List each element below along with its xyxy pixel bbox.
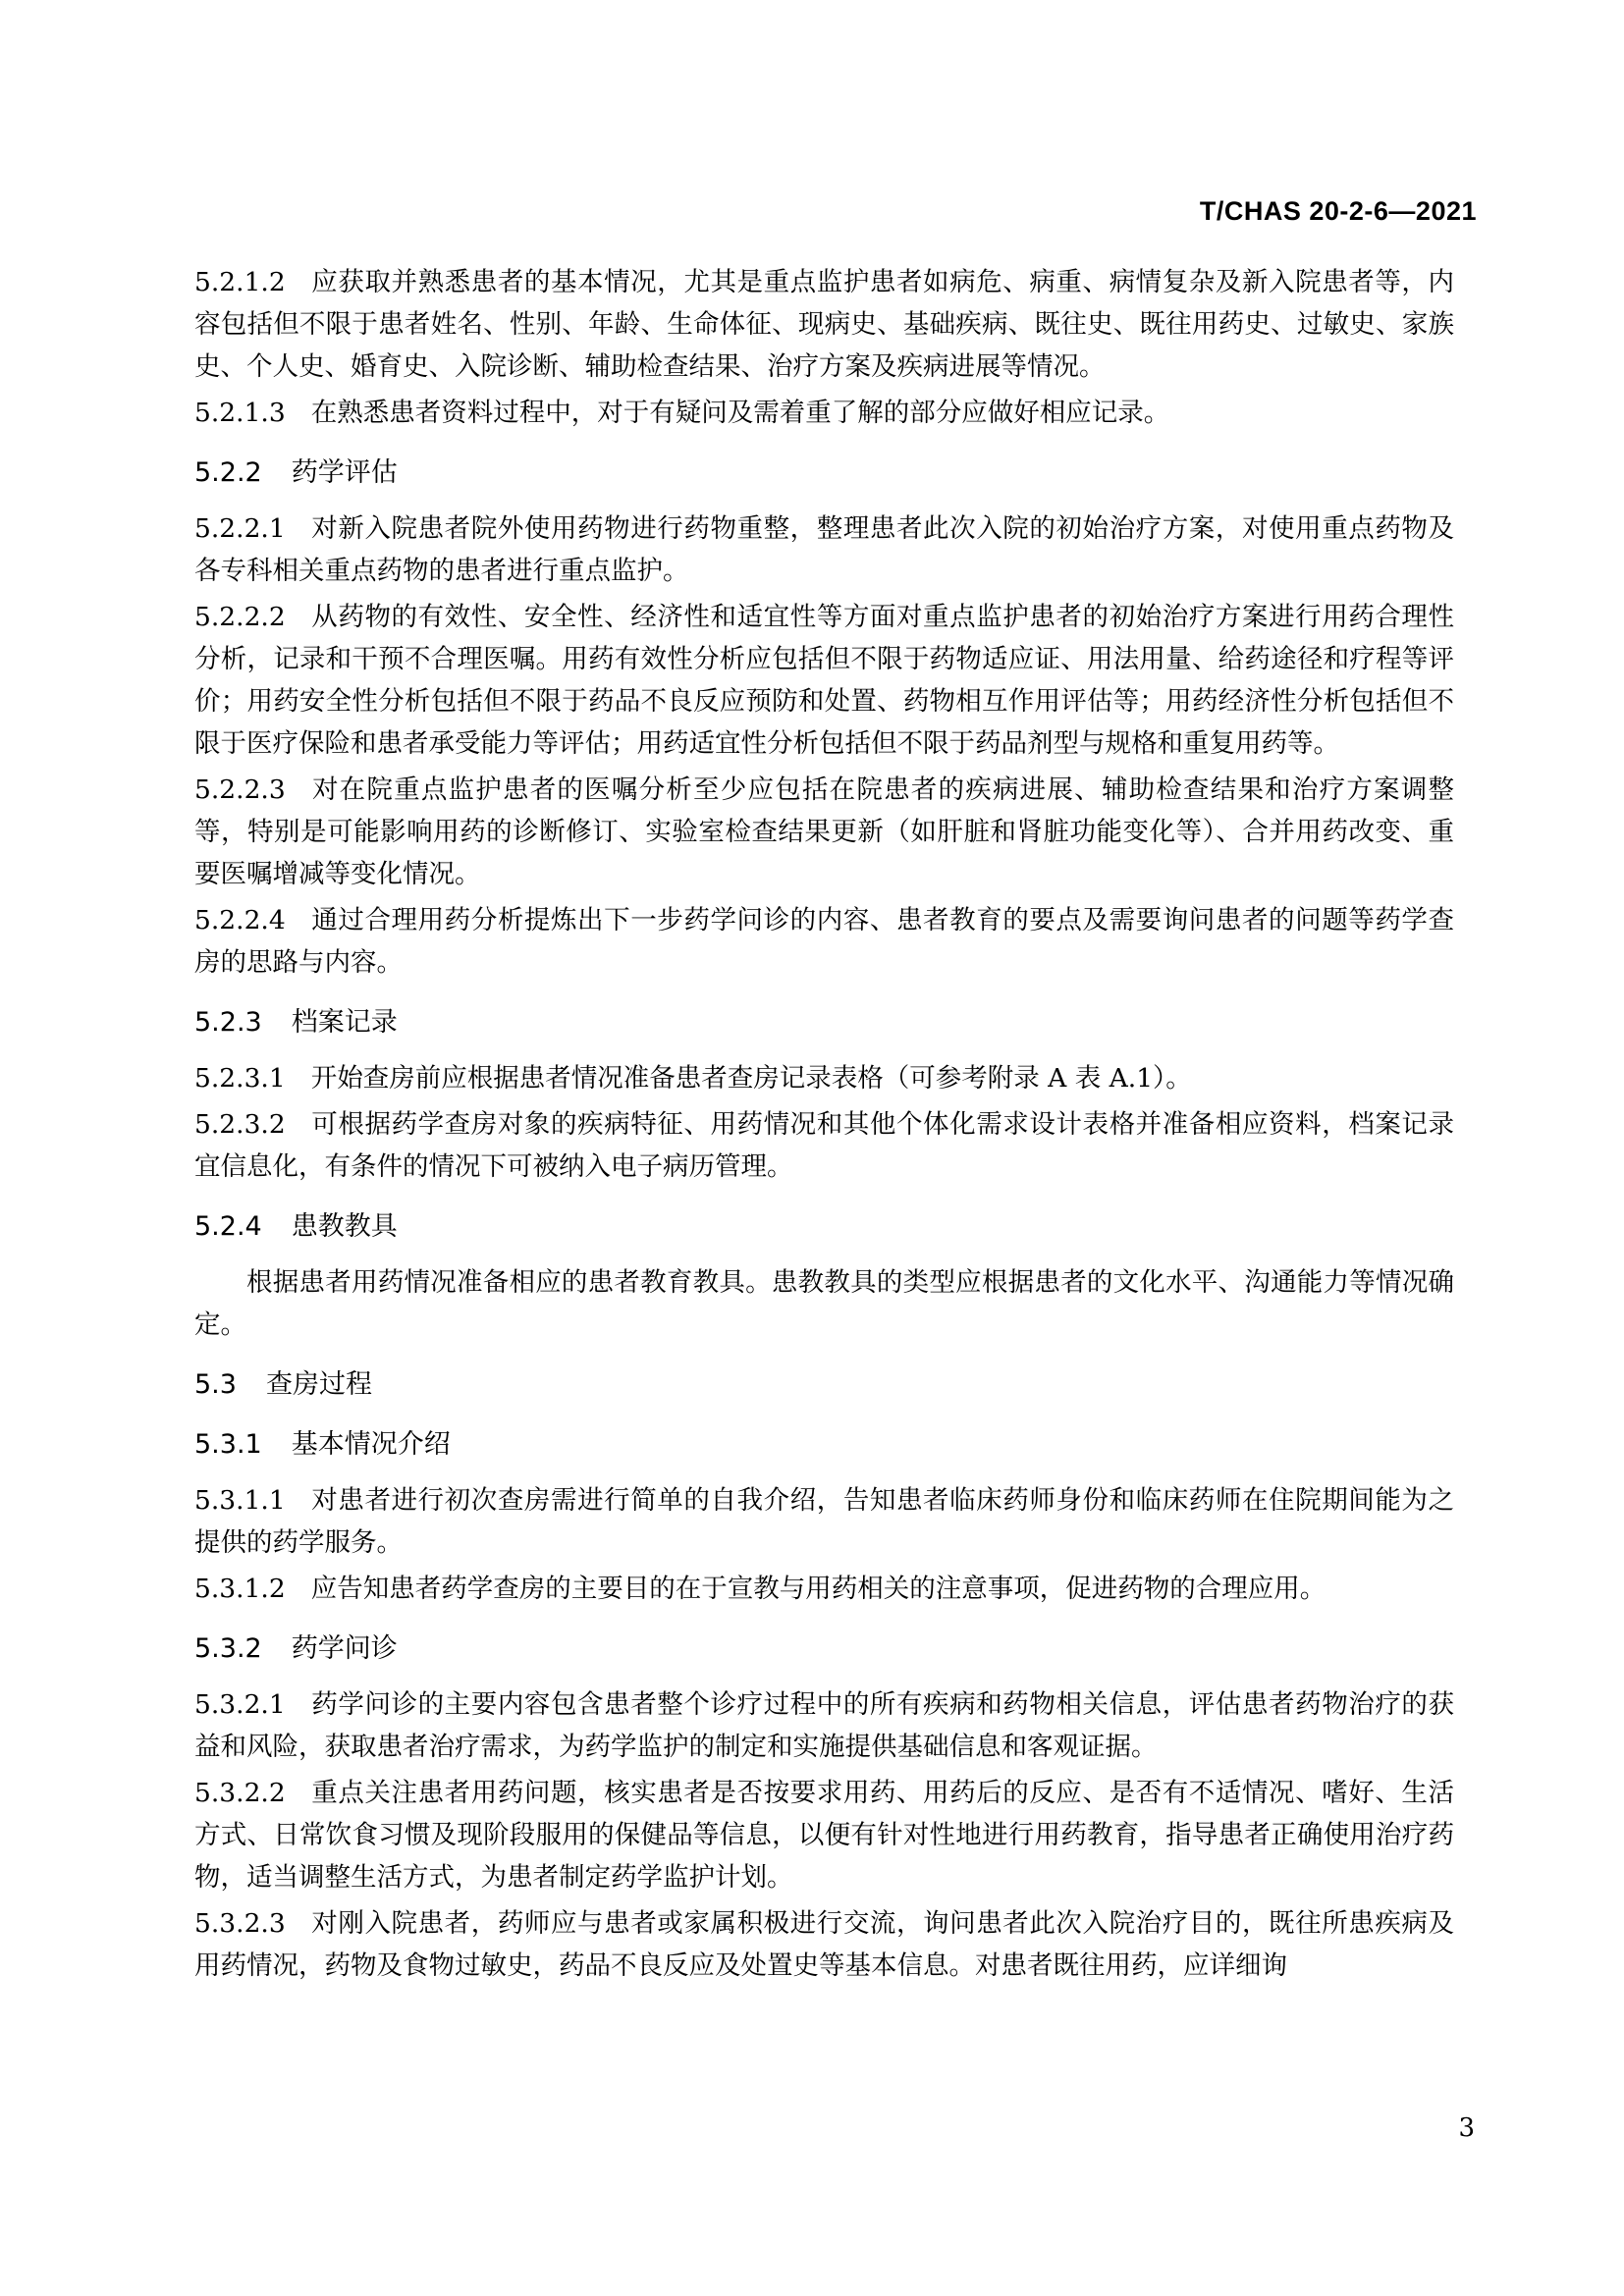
clause-number: 5.2.2.4 [194,905,286,935]
clause-number: 5.3.2.2 [194,1778,286,1808]
clause-number: 5.2.2.1 [194,513,286,544]
clause-number: 5.2.4 [194,1211,262,1242]
clause-text: 对刚入院患者，药师应与患者或家属积极进行交流，询问患者此次入院治疗目的，既往所患疾病及用药情况，药物及食物过敏史，药品不良反应及处置史等基本信息。对患者既往用药，应详细询 [194,1908,1454,1981]
clause-paragraph [194,1772,1454,1898]
clause-number: 5.2.1.3 [194,398,286,428]
clause-number: 5.3.1 [194,1429,262,1460]
clause-text: 对新入院患者院外使用药物进行药物重整，整理患者此次入院的初始治疗方案，对使用重点药物及各专科相关重点药物的患者进行重点监护。 [194,513,1454,586]
clause-text: 药学问诊的主要内容包含患者整个诊疗过程中的所有疾病和药物相关信息，评估患者药物治疗的获益和风险，获取患者治疗需求，为药学监护的制定和实施提供基础信息和客观证据。 [194,1689,1454,1762]
clause-text: 从药物的有效性、安全性、经济性和适宜性等方面对重点监护患者的初始治疗方案进行用药合理性分析，记录和干预不合理医嘱。用药有效性分析应包括但不限于药物适应证、用法用量、给药途径和疗程等评价；用药安全性分析包括但不限于药品不良反应预防和处置、药物相互作用评估等；用药经济性分析包括但不限于医疗保险和患者承受能力等评估；用药适宜性分析包括但不限于药品剂型与规格和重复用药等。 [194,602,1454,759]
clause-text: 应获取并熟悉患者的基本情况，尤其是重点监护患者如病危、病重、病情复杂及新入院患者等，内容包括但不限于患者姓名、性别、年龄、生命体征、现病史、基础疾病、既往史、既往用药史、过敏史、家族史、个人史、婚育史、入院诊断、辅助检查结果、治疗方案及疾病进展等情况。 [194,267,1454,382]
section-heading [194,1363,1454,1406]
clause-number: 5.3.1.2 [194,1574,286,1604]
clause-number: 5.3.2 [194,1633,262,1664]
clause-text: 基本情况介绍 [291,1429,451,1460]
clause-paragraph [194,1479,1454,1564]
clause-number: 5.2.2.3 [194,774,286,805]
clause-text: 对患者进行初次查房需进行简单的自我介绍，告知患者临床药师身份和临床药师在住院期间能为之提供的药学服务。 [194,1485,1454,1558]
section-heading [194,1001,1454,1043]
clause-paragraph [194,899,1454,984]
clause-text: 开始查房前应根据患者情况准备患者查房记录表格（可参考附录 A 表 A.1）。 [310,1063,1192,1094]
clause-number: 5.3.1.1 [194,1485,286,1516]
document-body [194,261,1454,1991]
section-heading [194,1423,1454,1466]
body-paragraph [194,1261,1454,1346]
clause-number: 5.2.2 [194,457,262,488]
page-number: 3 [1458,2113,1475,2143]
clause-text: 查房过程 [265,1369,372,1400]
clause-number: 5.3 [194,1369,237,1400]
section-heading [194,1205,1454,1248]
clause-text: 重点关注患者用药问题，核实患者是否按要求用药、用药后的反应、是否有不适情况、嗜好、生活方式、日常饮食习惯及现阶段服用的保健品等信息，以便有针对性地进行用药教育，指导患者正确使用治疗药物，适当调整生活方式，为患者制定药学监护计划。 [194,1778,1454,1893]
clause-text: 患教教具 [291,1211,398,1242]
clause-number: 5.3.2.1 [194,1689,286,1720]
clause-number: 5.2.1.2 [194,267,286,297]
clause-text: 根据患者用药情况准备相应的患者教育教具。患教教具的类型应根据患者的文化水平、沟通能力等情况确定。 [194,1267,1454,1340]
clause-paragraph [194,507,1454,592]
section-heading [194,452,1454,494]
clause-text: 可根据药学查房对象的疾病特征、用药情况和其他个体化需求设计表格并准备相应资料，档案记录宜信息化，有条件的情况下可被纳入电子病历管理。 [194,1109,1454,1182]
clause-paragraph [194,1568,1454,1610]
clause-text: 药学评估 [291,457,398,488]
clause-number: 5.2.3.1 [194,1063,286,1094]
clause-number: 5.2.3 [194,1007,262,1038]
clause-paragraph [194,769,1454,895]
clause-text: 对在院重点监护患者的医嘱分析至少应包括在院患者的疾病进展、辅助检查结果和治疗方案调整等，特别是可能影响用药的诊断修订、实验室检查结果更新（如肝脏和肾脏功能变化等）、合并用药改变、重要医嘱增减等变化情况。 [194,774,1454,889]
clause-paragraph [194,1902,1454,1987]
clause-text: 档案记录 [291,1007,398,1038]
clause-paragraph [194,596,1454,765]
section-heading [194,1628,1454,1670]
clause-text: 在熟悉患者资料过程中，对于有疑问及需着重了解的部分应做好相应记录。 [310,398,1170,428]
clause-number: 5.2.3.2 [194,1109,286,1140]
clause-text: 通过合理用药分析提炼出下一步药学问诊的内容、患者教育的要点及需要询问患者的问题等药学查房的思路与内容。 [194,905,1454,978]
clause-paragraph [194,1683,1454,1768]
document-code: T/CHAS 20-2-6—2021 [1199,196,1477,226]
clause-paragraph [194,392,1454,434]
clause-text: 应告知患者药学查房的主要目的在于宣教与用药相关的注意事项，促进药物的合理应用。 [310,1574,1326,1604]
clause-text: 药学问诊 [291,1633,398,1664]
clause-paragraph [194,1057,1454,1099]
clause-paragraph [194,261,1454,388]
clause-number: 5.2.2.2 [194,602,286,632]
clause-paragraph [194,1103,1454,1188]
clause-number: 5.3.2.3 [194,1908,286,1939]
